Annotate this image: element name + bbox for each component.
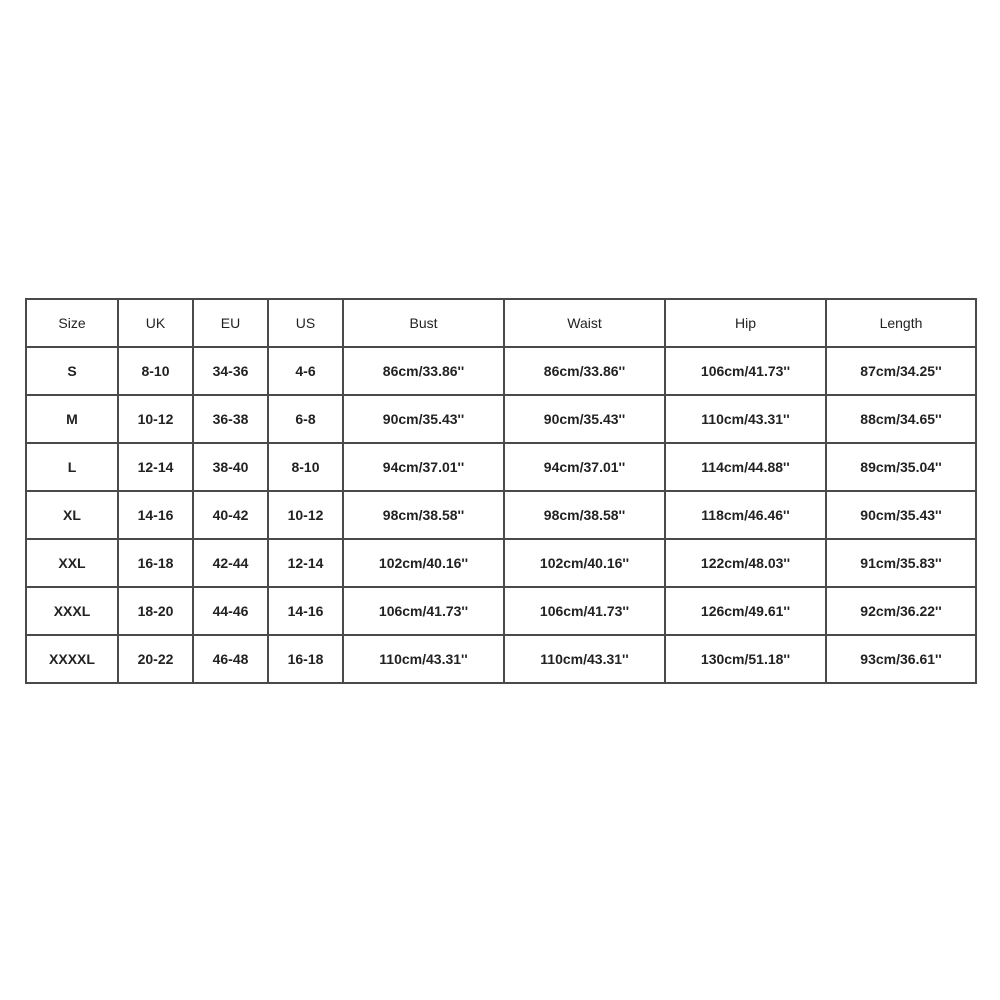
cell-waist: 94cm/37.01'' [504,443,665,491]
cell-length: 87cm/34.25'' [826,347,976,395]
table-row [26,539,976,587]
cell-length: 92cm/36.22'' [826,587,976,635]
cell-eu: 44-46 [193,587,268,635]
cell-hip: 110cm/43.31'' [665,395,826,443]
cell-size: XXXL [26,587,118,635]
table-row [26,587,976,635]
cell-bust: 94cm/37.01'' [343,443,504,491]
header-bust: Bust [343,299,504,347]
header-length: Length [826,299,976,347]
cell-us: 4-6 [268,347,343,395]
cell-size: L [26,443,118,491]
header-hip: Hip [665,299,826,347]
cell-hip: 114cm/44.88'' [665,443,826,491]
cell-size: XXL [26,539,118,587]
cell-uk: 12-14 [118,443,193,491]
size-chart-table [25,298,977,684]
cell-eu: 42-44 [193,539,268,587]
cell-waist: 90cm/35.43'' [504,395,665,443]
table-row [26,395,976,443]
cell-uk: 10-12 [118,395,193,443]
cell-us: 12-14 [268,539,343,587]
table-row [26,635,976,683]
header-us: US [268,299,343,347]
cell-length: 89cm/35.04'' [826,443,976,491]
cell-us: 10-12 [268,491,343,539]
cell-size: M [26,395,118,443]
cell-uk: 20-22 [118,635,193,683]
cell-uk: 18-20 [118,587,193,635]
cell-waist: 86cm/33.86'' [504,347,665,395]
cell-length: 91cm/35.83'' [826,539,976,587]
header-size: Size [26,299,118,347]
cell-size: XL [26,491,118,539]
cell-us: 8-10 [268,443,343,491]
cell-bust: 106cm/41.73'' [343,587,504,635]
cell-hip: 118cm/46.46'' [665,491,826,539]
cell-waist: 102cm/40.16'' [504,539,665,587]
table-row [26,491,976,539]
cell-size: XXXXL [26,635,118,683]
cell-bust: 110cm/43.31'' [343,635,504,683]
table-row [26,443,976,491]
cell-uk: 16-18 [118,539,193,587]
cell-bust: 86cm/33.86'' [343,347,504,395]
table-row [26,347,976,395]
cell-hip: 126cm/49.61'' [665,587,826,635]
cell-eu: 34-36 [193,347,268,395]
header-eu: EU [193,299,268,347]
cell-hip: 106cm/41.73'' [665,347,826,395]
cell-uk: 14-16 [118,491,193,539]
cell-us: 14-16 [268,587,343,635]
cell-uk: 8-10 [118,347,193,395]
cell-length: 93cm/36.61'' [826,635,976,683]
cell-bust: 98cm/38.58'' [343,491,504,539]
cell-eu: 40-42 [193,491,268,539]
cell-waist: 106cm/41.73'' [504,587,665,635]
header-uk: UK [118,299,193,347]
cell-length: 90cm/35.43'' [826,491,976,539]
size-chart-body [26,299,976,683]
cell-hip: 122cm/48.03'' [665,539,826,587]
cell-length: 88cm/34.65'' [826,395,976,443]
cell-us: 16-18 [268,635,343,683]
cell-hip: 130cm/51.18'' [665,635,826,683]
cell-size: S [26,347,118,395]
cell-bust: 90cm/35.43'' [343,395,504,443]
cell-waist: 98cm/38.58'' [504,491,665,539]
cell-eu: 38-40 [193,443,268,491]
cell-us: 6-8 [268,395,343,443]
cell-eu: 46-48 [193,635,268,683]
cell-waist: 110cm/43.31'' [504,635,665,683]
cell-eu: 36-38 [193,395,268,443]
header-row [26,299,976,347]
header-waist: Waist [504,299,665,347]
cell-bust: 102cm/40.16'' [343,539,504,587]
